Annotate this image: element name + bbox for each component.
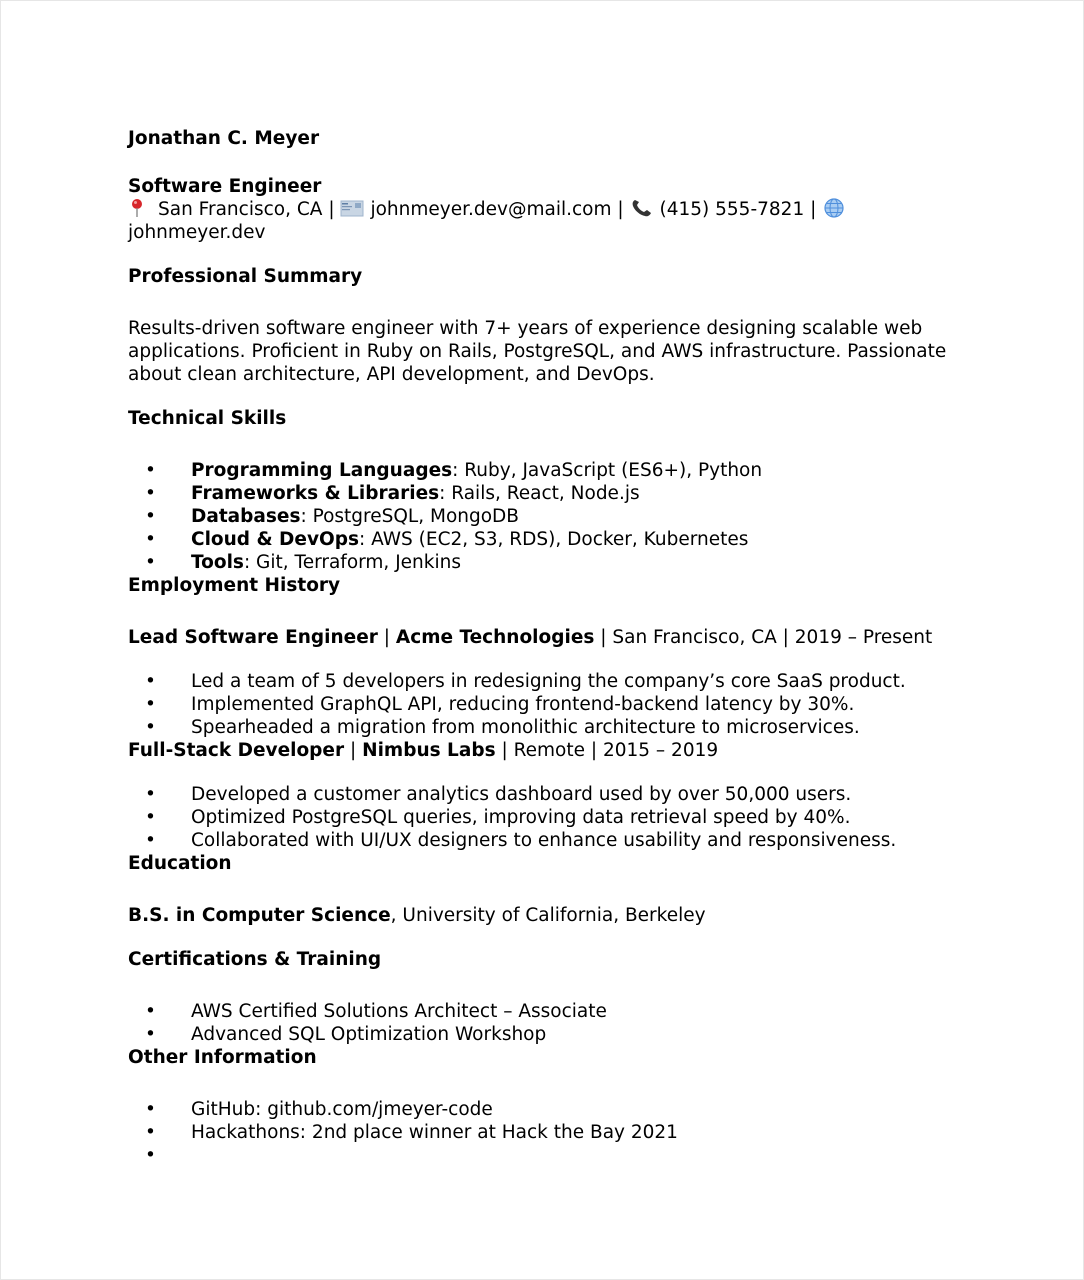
list-item [128, 670, 958, 693]
bullet-text: GitHub: github.com/jmeyer-code [191, 1099, 493, 1120]
bullet: • [145, 483, 156, 504]
list-item [128, 551, 958, 574]
skill-value: : Git, Terraform, Jenkins [243, 552, 461, 573]
bullet: • [145, 830, 156, 851]
skills-heading: Technical Skills [128, 408, 287, 429]
bullet: • [145, 1024, 156, 1045]
certifications-list [128, 1000, 958, 1046]
list-item [128, 482, 958, 505]
bullet-text: Collaborated with UI/UX designers to enhance usability and responsiveness. [191, 830, 897, 851]
bullet: • [145, 717, 156, 738]
bullet: • [145, 671, 156, 692]
contact-website[interactable]: johnmeyer.dev [128, 222, 266, 243]
envelope-icon [340, 198, 364, 218]
summary-text: Results-driven software engineer with 7+ years of experience designing scalable web applications. Proficient in Ruby on Rails, PostgreSQL, and AWS infrastructure. Passionate about clean architecture, API development, and DevOps. [128, 318, 947, 385]
job-title: Software Engineer [128, 176, 322, 197]
skill-label: Databases [191, 506, 301, 527]
pin-icon [128, 198, 152, 218]
skill-value: : Rails, React, Node.js [439, 483, 640, 504]
contact-email[interactable]: johnmeyer.dev@mail.com [370, 199, 612, 220]
list-item [128, 505, 958, 528]
contact-separator: | [617, 199, 624, 220]
employment-heading: Employment History [128, 575, 341, 596]
skill-label: Frameworks & Libraries [191, 483, 440, 504]
skill-label: Cloud & DevOps [191, 529, 359, 550]
globe-icon [822, 198, 846, 218]
bullet: • [145, 1145, 156, 1166]
bullet-text: Led a team of 5 developers in redesigning the company’s core SaaS product. [191, 671, 906, 692]
bullet-text: Hackathons: 2nd place winner at Hack the Bay 2021 [191, 1122, 678, 1143]
job-bullets [128, 783, 958, 852]
job-details: | Remote | 2015 – 2019 [495, 740, 719, 761]
bullet-text: Optimized PostgreSQL queries, improving data retrieval speed by 40%. [191, 807, 851, 828]
list-item [128, 1000, 958, 1023]
skills-list [128, 459, 958, 574]
list-item [128, 829, 958, 852]
bullet: • [145, 1001, 156, 1022]
other-heading: Other Information [128, 1047, 317, 1068]
skill-value: : PostgreSQL, MongoDB [300, 506, 519, 527]
job-bullets [128, 670, 958, 739]
bullet-text: Developed a customer analytics dashboard used by over 50,000 users. [191, 784, 852, 805]
certifications-heading: Certifications & Training [128, 949, 382, 970]
contact-location: San Francisco, CA [158, 199, 323, 220]
candidate-name: Jonathan C. Meyer [128, 128, 320, 149]
bullet: • [145, 694, 156, 715]
bullet: • [145, 529, 156, 550]
job-details: | San Francisco, CA | 2019 – Present [594, 627, 933, 648]
list-item [128, 1098, 958, 1121]
school: , University of California, Berkeley [390, 905, 706, 926]
bullet: • [145, 460, 156, 481]
job-header: Lead Software Engineer | Acme Technologies | San Francisco, CA | 2019 – Present [128, 627, 933, 648]
bullet: • [145, 552, 156, 573]
list-item [128, 528, 958, 551]
education-entry [128, 904, 958, 927]
bullet-text: Implemented GraphQL API, reducing frontend-backend latency by 30%. [191, 694, 855, 715]
contact-phone: (415) 555-7821 [659, 199, 805, 220]
list-item [128, 716, 958, 739]
other-list [128, 1098, 958, 1167]
skill-label: Tools [191, 552, 244, 573]
list-item [128, 1023, 958, 1046]
bullet-text: AWS Certified Solutions Architect – Associate [191, 1001, 607, 1022]
phone-icon [630, 198, 654, 218]
job-company: Acme Technologies [395, 627, 595, 648]
job-role: Lead Software Engineer [128, 627, 378, 648]
bullet: • [145, 1099, 156, 1120]
job-header: Full-Stack Developer | Nimbus Labs | Remote | 2015 – 2019 [128, 740, 719, 761]
list-item [128, 1144, 958, 1167]
bullet: • [145, 784, 156, 805]
list-item [128, 1121, 958, 1144]
bullet: • [145, 1122, 156, 1143]
job-role: Full-Stack Developer [128, 740, 345, 761]
degree: B.S. in Computer Science [128, 905, 391, 926]
list-item [128, 459, 958, 482]
contact-separator: | [328, 199, 335, 220]
bullet-text: Spearheaded a migration from monolithic architecture to microservices. [191, 717, 860, 738]
bullet: • [145, 807, 156, 828]
summary-heading: Professional Summary [128, 266, 363, 287]
contact-separator: | [810, 199, 817, 220]
education-heading: Education [128, 853, 232, 874]
list-item [128, 806, 958, 829]
list-item [128, 693, 958, 716]
bullet-text: Advanced SQL Optimization Workshop [191, 1024, 547, 1045]
skill-value: : AWS (EC2, S3, RDS), Docker, Kubernetes [359, 529, 749, 550]
resume-content [128, 127, 958, 1167]
contact-line [128, 198, 958, 244]
skill-label: Programming Languages [191, 460, 453, 481]
job-company: Nimbus Labs [362, 740, 496, 761]
skill-value: : Ruby, JavaScript (ES6+), Python [452, 460, 763, 481]
bullet: • [145, 506, 156, 527]
list-item [128, 783, 958, 806]
